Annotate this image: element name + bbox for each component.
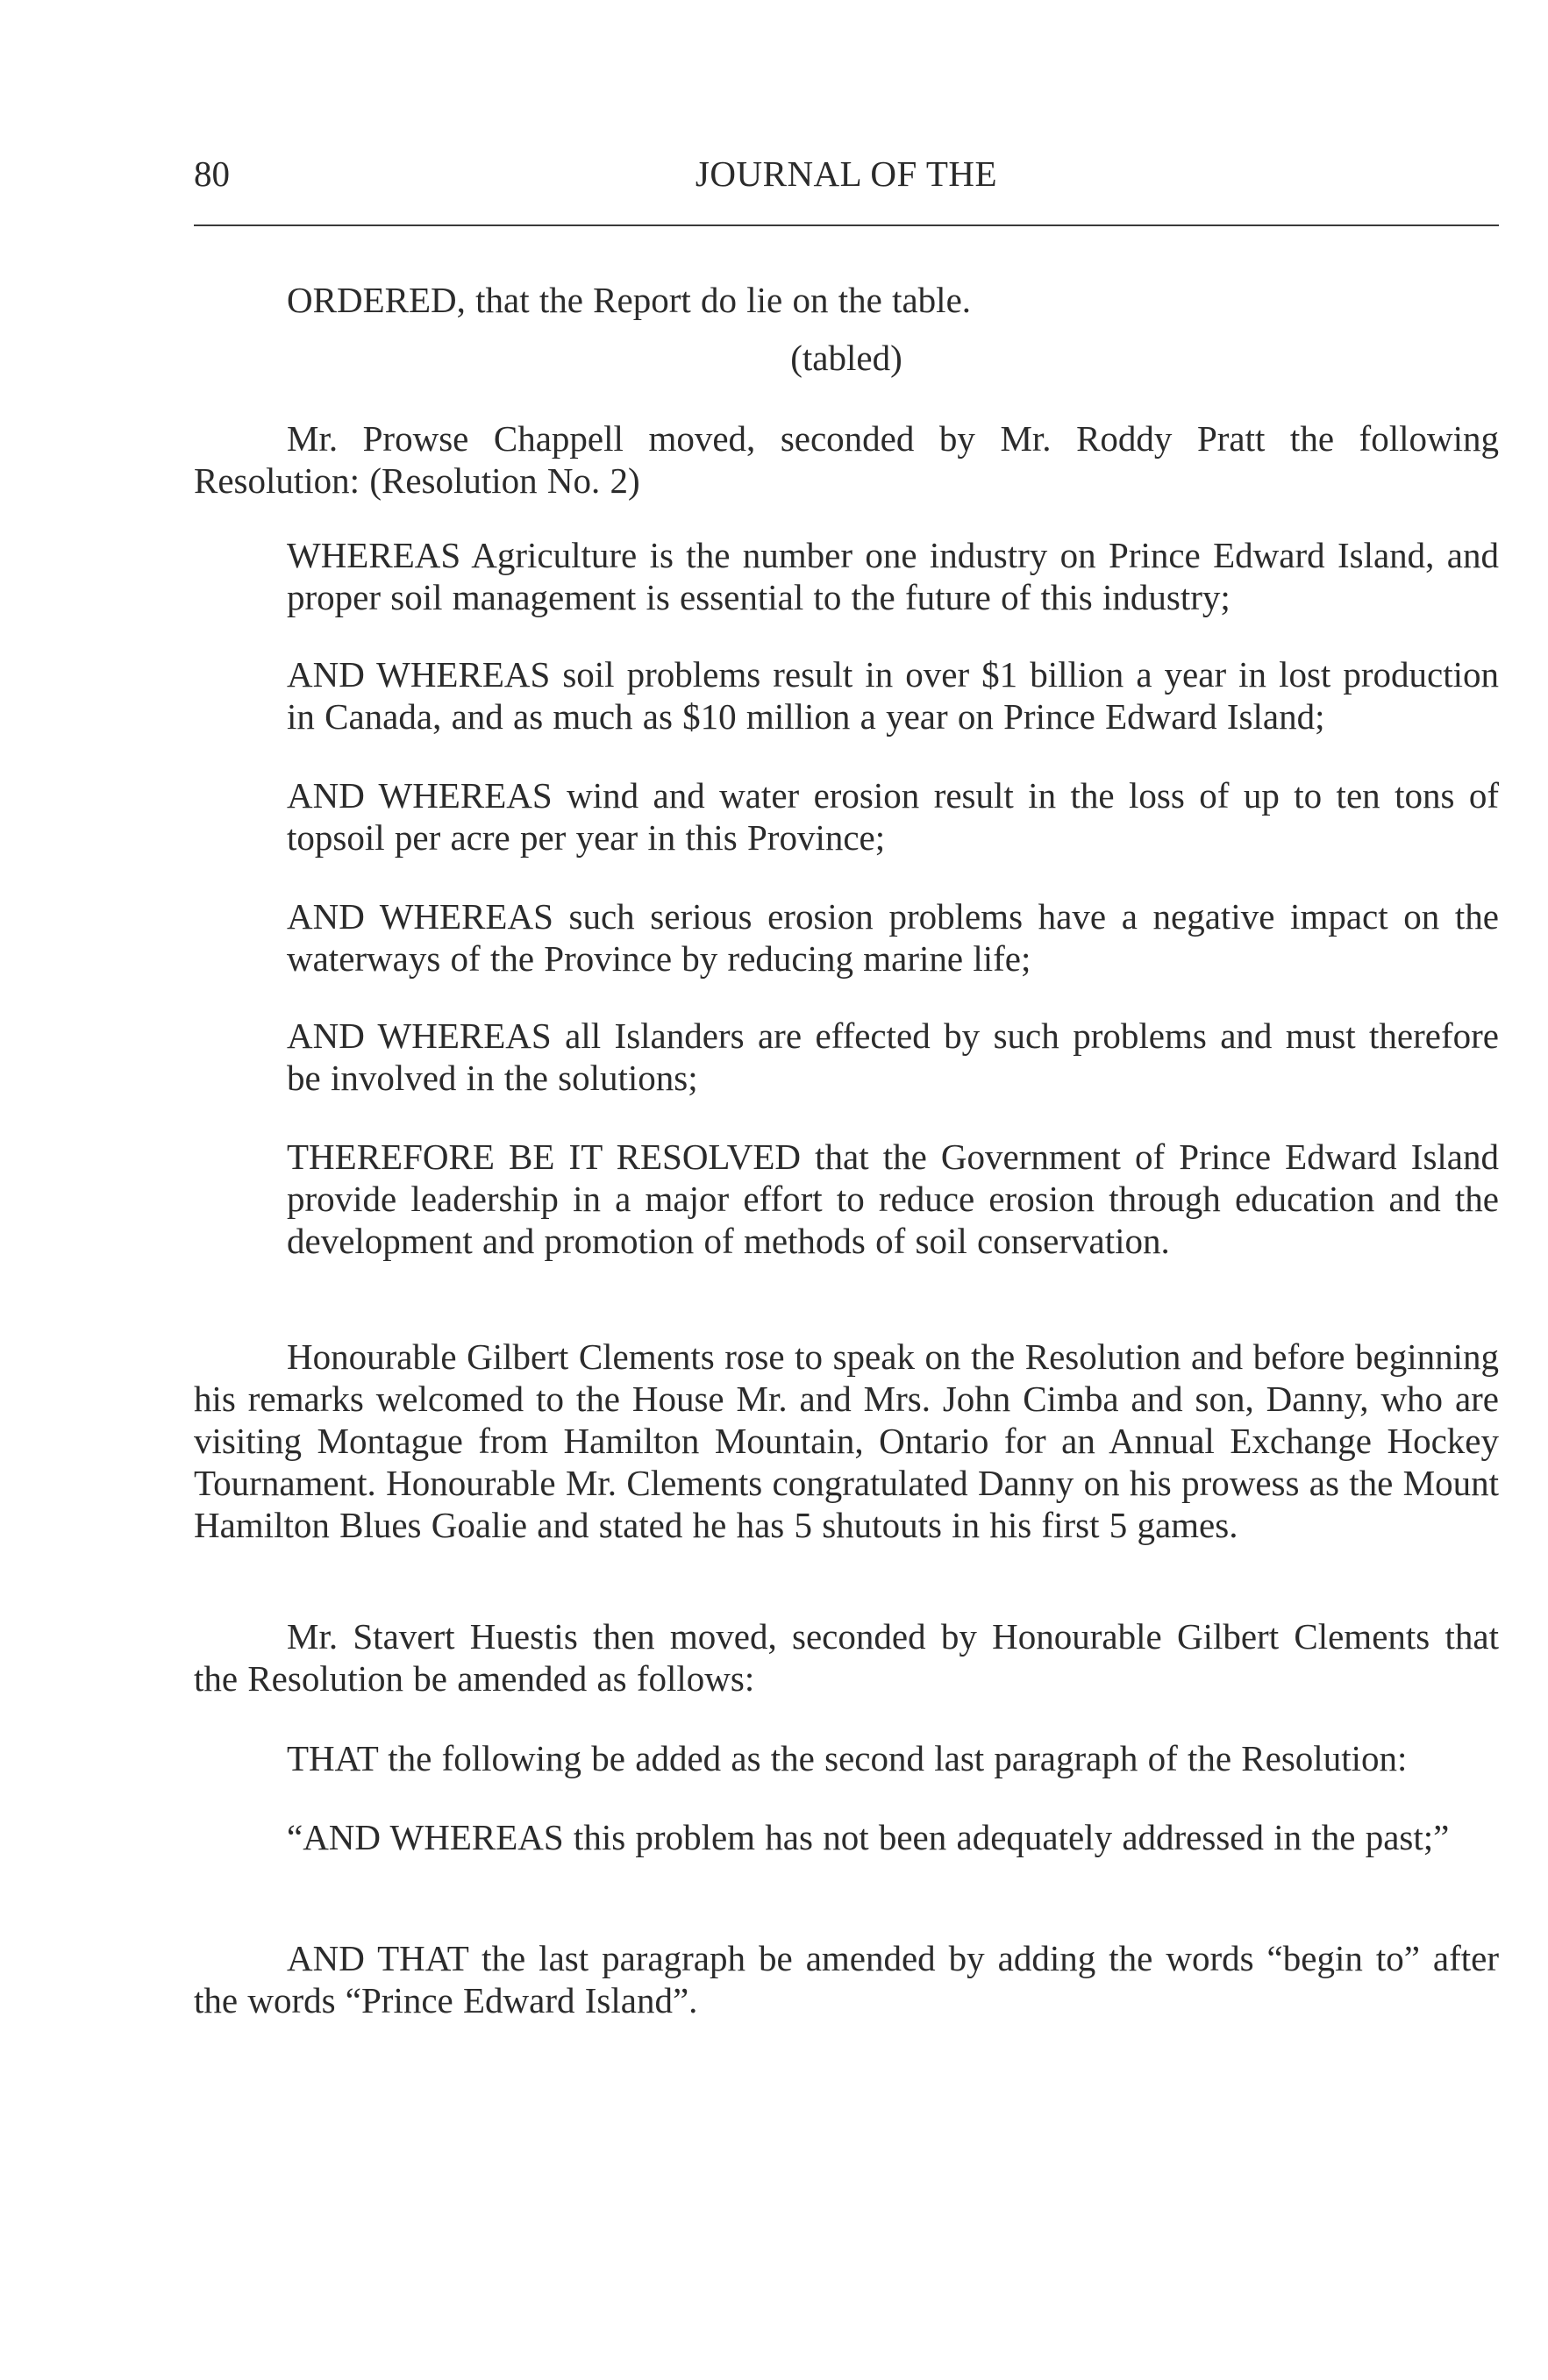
amendment-paragraph-1: THAT the following be added as the second last paragraph of the Resolution:	[287, 1738, 1408, 1778]
motion-paragraph: Mr. Prowse Chappell moved, seconded by Mr. Roddy Pratt the following Resolution: (Resolution No. 2)	[194, 418, 1499, 501]
ordered-paragraph: ORDERED, that the Report do lie on the table.	[287, 280, 972, 320]
whereas-paragraph-3: AND WHEREAS wind and water erosion result in the loss of up to ten tons of topsoil per acre per year in this Province;	[287, 775, 1499, 858]
page-header	[194, 147, 1499, 200]
resolved-paragraph: THEREFORE BE IT RESOLVED that the Government of Prince Edward Island provide leadership in a major effort to reduce erosion through education and the development and promotion of methods of soil conservation.	[287, 1137, 1499, 1261]
amendment-quote: “AND WHEREAS this problem has not been adequately addressed in the past;”	[287, 1817, 1450, 1857]
header-rule	[194, 224, 1499, 226]
whereas-paragraph-1: WHEREAS Agriculture is the number one industry on Prince Edward Island, and proper soil management is essential to the future of this industry;	[287, 535, 1499, 617]
whereas-paragraph-5: AND WHEREAS all Islanders are effected by such problems and must therefore be involved in the solutions;	[287, 1015, 1499, 1098]
huestis-paragraph: Mr. Stavert Huestis then moved, seconded by Honourable Gilbert Clements that the Resolution be amended as follows:	[194, 1616, 1499, 1699]
clements-paragraph: Honourable Gilbert Clements rose to speak on the Resolution and before beginning his remarks welcomed to the House Mr. and Mrs. John Cimba and son, Danny, who are visiting Montague from Hamilton Mountain, Ontario for an Annual Exchange Hockey Tournament. Honourable Mr. Clements congratulated Danny on his prowess as the Mount Hamilton Blues Goalie and stated he has 5 shutouts in his first 5 games.	[194, 1336, 1499, 1545]
amendment-paragraph-2: AND THAT the last paragraph be amended by adding the words “begin to” after the words “Prince Edward Island”.	[194, 1938, 1499, 2020]
page-number: 80	[194, 153, 230, 194]
tabled-note: (tabled)	[790, 338, 902, 378]
whereas-paragraph-2: AND WHEREAS soil problems result in over $1 billion a year in lost production in Canada, and as much as $10 million a year on Prince Edward Island;	[287, 654, 1499, 737]
whereas-paragraph-4: AND WHEREAS such serious erosion problems have a negative impact on the waterways of the Province by reducing marine life;	[287, 896, 1499, 979]
running-title: JOURNAL OF THE	[695, 153, 998, 194]
